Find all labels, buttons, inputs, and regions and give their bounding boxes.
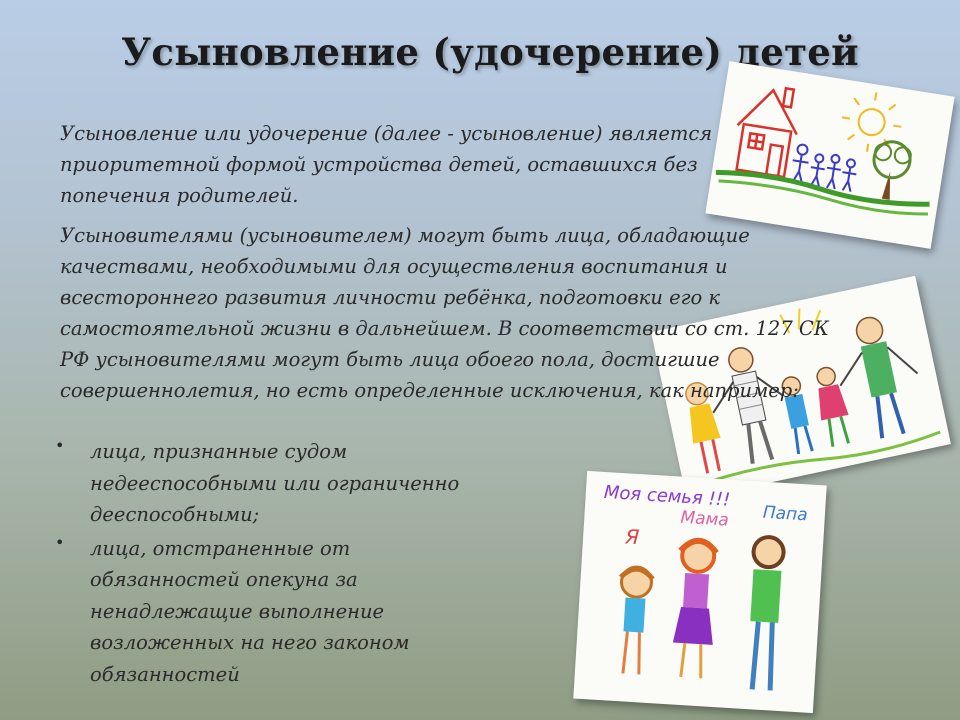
slide-title: Усыновление (удочерение) детей <box>121 30 859 74</box>
drawing-label-mom: Мама <box>679 507 730 531</box>
list-item-text: лица, отстраненные от обязанностей опекуна за ненадлежащие выполнение возложенных на него законом обязанностей <box>90 536 410 686</box>
paragraph-adoption-definition: Усыновление или удочерение (далее - усыновление) является приоритетной формой устройства детей, оставшихся без попечения родителей. <box>60 122 713 207</box>
exceptions-list <box>55 436 475 692</box>
figure-me <box>615 566 653 675</box>
drawing-caption-my-family: Моя семья !!! <box>603 481 731 511</box>
sun-drawing <box>837 88 906 157</box>
tree-drawing <box>868 139 913 202</box>
list-item <box>55 533 475 691</box>
my-family-illustration <box>573 471 826 713</box>
list-item-text: лица, признанные судом недееспособными или ограниченно дееспособными; <box>90 440 460 526</box>
bullet-marker: • <box>55 532 65 552</box>
drawing-label-dad: Папа <box>762 502 809 526</box>
drawing-label-me: Я <box>624 524 640 550</box>
figure-mom <box>671 539 719 679</box>
list-item <box>55 436 475 531</box>
figure-dad <box>745 536 784 691</box>
bullet-marker: • <box>55 436 65 455</box>
paragraph-adopter-requirements: Усыновителями (усыновителем) могут быть лица, обладающие качествами, необходимыми для осуществления воспитания и всестороннего развития личности ребёнка, подготовки его к самостоятельной жизни в дальнейшем. В соответствии со ст. 127 СК РФ усыновителями могут быть лица обоего пола, достигшие совершеннолетия, но есть определенные исключения, как например: <box>60 224 829 402</box>
child-drawing-my-family <box>573 471 826 713</box>
